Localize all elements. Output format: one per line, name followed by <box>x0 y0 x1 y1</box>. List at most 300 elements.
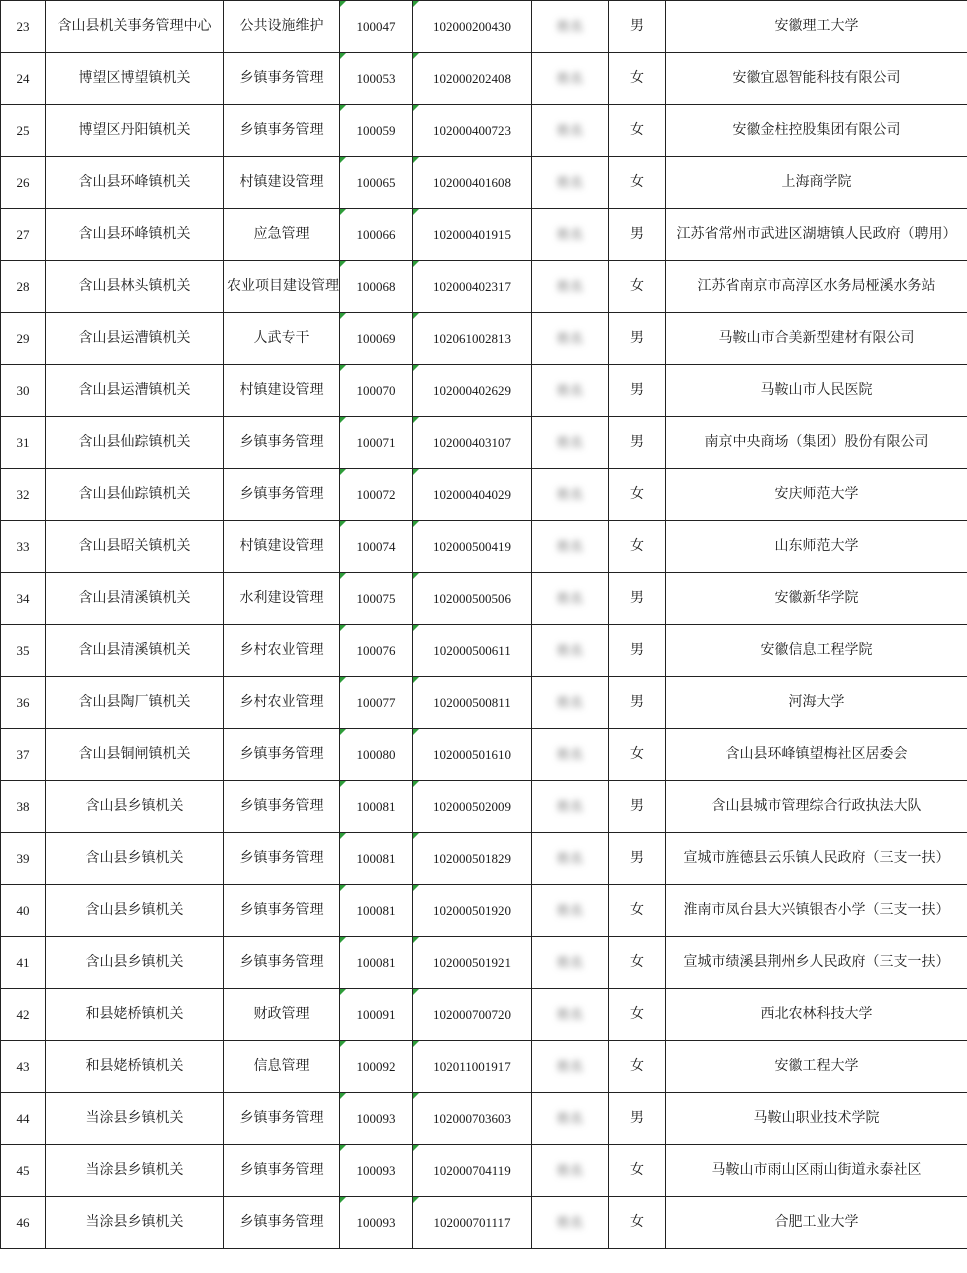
exam-ticket-number: 102000402629 <box>433 383 511 398</box>
position-code: 100071 <box>356 435 396 450</box>
candidate-name-cell <box>532 1197 609 1249</box>
gender-cell <box>609 1197 666 1249</box>
employer-unit: 含山县昭关镇机关 <box>78 538 191 554</box>
exam-ticket-number: 102000200430 <box>433 19 511 34</box>
candidate-name-cell <box>532 573 609 625</box>
row-number-cell <box>1 1 46 53</box>
position-name-cell <box>224 833 340 885</box>
position-name: 农业项目建设管理 <box>227 278 339 294</box>
gender: 女 <box>630 902 644 918</box>
current-workplace-or-school-cell <box>666 625 967 677</box>
employer-unit-cell <box>46 989 224 1041</box>
current-workplace-or-school: 安徽金柱控股集团有限公司 <box>732 122 901 138</box>
employer-unit-cell <box>46 105 224 157</box>
position-name-cell <box>224 677 340 729</box>
position-name: 村镇建设管理 <box>239 174 324 190</box>
current-workplace-or-school: 安徽宜恩智能科技有限公司 <box>732 70 901 86</box>
employer-unit: 含山县陶厂镇机关 <box>78 694 191 710</box>
position-code: 100077 <box>356 695 396 710</box>
gender: 男 <box>630 798 644 814</box>
candidate-name-cell <box>532 1041 609 1093</box>
current-workplace-or-school: 宣城市旌德县云乐镇人民政府（三支一扶） <box>683 850 950 866</box>
position-name: 乡镇事务管理 <box>239 954 324 970</box>
row-number: 34 <box>16 591 30 606</box>
position-code: 100091 <box>356 1007 396 1022</box>
employer-unit: 含山县运漕镇机关 <box>78 382 191 398</box>
candidate-name: 姓名 <box>556 1164 583 1179</box>
position-code-cell <box>340 469 413 521</box>
position-name-cell <box>224 729 340 781</box>
gender: 女 <box>630 1162 644 1178</box>
position-name-cell <box>224 105 340 157</box>
row-number-cell <box>1 937 46 989</box>
table-row <box>1 729 967 781</box>
current-workplace-or-school: 上海商学院 <box>781 174 852 190</box>
candidate-name: 姓名 <box>556 20 583 35</box>
exam-ticket-number-cell <box>413 833 532 885</box>
position-code-cell <box>340 1041 413 1093</box>
exam-ticket-number: 102000502009 <box>433 799 511 814</box>
position-code: 100074 <box>356 539 396 554</box>
current-workplace-or-school-cell <box>666 209 967 261</box>
candidate-name-cell <box>532 885 609 937</box>
position-code: 100076 <box>356 643 396 658</box>
employer-unit-cell <box>46 365 224 417</box>
current-workplace-or-school-cell <box>666 677 967 729</box>
row-number-cell <box>1 261 46 313</box>
current-workplace-or-school: 安庆师范大学 <box>774 486 859 502</box>
current-workplace-or-school-cell <box>666 105 967 157</box>
exam-ticket-number: 102000404029 <box>433 487 511 502</box>
current-workplace-or-school-cell <box>666 261 967 313</box>
row-number: 23 <box>16 19 30 34</box>
gender: 男 <box>630 226 644 242</box>
current-workplace-or-school: 宣城市绩溪县荆州乡人民政府（三支一扶） <box>683 954 950 970</box>
row-number-cell <box>1 1197 46 1249</box>
candidate-name-cell <box>532 1145 609 1197</box>
gender: 女 <box>630 954 644 970</box>
candidate-name-cell <box>532 521 609 573</box>
exam-ticket-number: 102000500811 <box>433 695 511 710</box>
exam-ticket-number: 102061002813 <box>433 331 511 346</box>
employer-unit-cell <box>46 469 224 521</box>
table-row <box>1 573 967 625</box>
gender: 男 <box>630 18 644 34</box>
employer-unit: 含山县乡镇机关 <box>85 954 184 970</box>
position-name: 乡村农业管理 <box>239 642 324 658</box>
position-name: 乡镇事务管理 <box>239 1214 324 1230</box>
position-name-cell <box>224 261 340 313</box>
employer-unit: 含山县铜闸镇机关 <box>78 746 191 762</box>
row-number: 24 <box>16 71 30 86</box>
row-number: 35 <box>16 643 30 658</box>
gender-cell <box>609 833 666 885</box>
employer-unit-cell <box>46 729 224 781</box>
table-row <box>1 989 967 1041</box>
gender-cell <box>609 781 666 833</box>
current-workplace-or-school: 含山县城市管理综合行政执法大队 <box>711 798 922 814</box>
position-name: 村镇建设管理 <box>239 382 324 398</box>
current-workplace-or-school-cell <box>666 417 967 469</box>
gender: 男 <box>630 642 644 658</box>
row-number-cell <box>1 729 46 781</box>
candidate-name: 姓名 <box>556 696 583 711</box>
candidate-name: 姓名 <box>556 436 583 451</box>
table-row <box>1 1145 967 1197</box>
position-name: 财政管理 <box>253 1006 310 1022</box>
position-code-cell <box>340 105 413 157</box>
exam-ticket-number-cell <box>413 261 532 313</box>
employer-unit-cell <box>46 261 224 313</box>
gender: 男 <box>630 694 644 710</box>
gender: 女 <box>630 538 644 554</box>
candidate-name-cell <box>532 53 609 105</box>
candidate-name-cell <box>532 625 609 677</box>
exam-ticket-number-cell <box>413 1 532 53</box>
current-workplace-or-school-cell <box>666 729 967 781</box>
position-code: 100072 <box>356 487 396 502</box>
current-workplace-or-school: 安徽新华学院 <box>774 590 859 606</box>
employer-unit: 和县姥桥镇机关 <box>85 1006 184 1022</box>
exam-ticket-number: 102000500419 <box>433 539 511 554</box>
gender: 男 <box>630 1110 644 1126</box>
table-body <box>1 1 967 1249</box>
position-name-cell <box>224 365 340 417</box>
table-row <box>1 937 967 989</box>
position-code: 100081 <box>356 799 396 814</box>
table-row <box>1 313 967 365</box>
gender: 男 <box>630 382 644 398</box>
current-workplace-or-school: 西北农林科技大学 <box>760 1006 873 1022</box>
current-workplace-or-school-cell <box>666 781 967 833</box>
position-name-cell <box>224 209 340 261</box>
employer-unit-cell <box>46 573 224 625</box>
candidate-name-cell <box>532 261 609 313</box>
exam-ticket-number: 102000704119 <box>433 1163 511 1178</box>
position-code-cell <box>340 209 413 261</box>
gender-cell <box>609 729 666 781</box>
gender: 女 <box>630 1006 644 1022</box>
position-name: 乡镇事务管理 <box>239 798 324 814</box>
exam-ticket-number: 102000700720 <box>433 1007 511 1022</box>
position-name-cell <box>224 1197 340 1249</box>
row-number: 28 <box>16 279 30 294</box>
table-row <box>1 625 967 677</box>
table-row <box>1 1093 967 1145</box>
position-code-cell <box>340 1145 413 1197</box>
row-number-cell <box>1 209 46 261</box>
position-code: 100065 <box>356 175 396 190</box>
row-number: 43 <box>16 1059 30 1074</box>
row-number-cell <box>1 989 46 1041</box>
exam-ticket-number-cell <box>413 53 532 105</box>
employer-unit-cell <box>46 1041 224 1093</box>
current-workplace-or-school-cell <box>666 1093 967 1145</box>
exam-ticket-number: 102000402317 <box>433 279 511 294</box>
exam-ticket-number-cell <box>413 105 532 157</box>
position-name-cell <box>224 417 340 469</box>
employer-unit: 含山县清溪镇机关 <box>78 590 191 606</box>
gender-cell <box>609 261 666 313</box>
current-workplace-or-school: 南京中央商场（集团）股份有限公司 <box>704 434 929 450</box>
row-number-cell <box>1 833 46 885</box>
position-name: 信息管理 <box>253 1058 310 1074</box>
employer-unit: 含山县机关事务管理中心 <box>57 18 212 34</box>
position-name-cell <box>224 1093 340 1145</box>
current-workplace-or-school-cell <box>666 833 967 885</box>
position-code-cell <box>340 729 413 781</box>
exam-ticket-number-cell <box>413 1145 532 1197</box>
row-number: 44 <box>16 1111 30 1126</box>
gender: 女 <box>630 746 644 762</box>
current-workplace-or-school: 含山县环峰镇望梅社区居委会 <box>725 746 908 762</box>
position-name-cell <box>224 1 340 53</box>
exam-ticket-number: 102000500506 <box>433 591 511 606</box>
row-number: 42 <box>16 1007 30 1022</box>
candidate-name: 姓名 <box>556 748 583 763</box>
employer-unit: 含山县林头镇机关 <box>78 278 191 294</box>
candidate-name-cell <box>532 157 609 209</box>
employer-unit: 含山县仙踪镇机关 <box>78 486 191 502</box>
candidate-name-cell <box>532 105 609 157</box>
exam-ticket-number: 102000703603 <box>433 1111 511 1126</box>
gender-cell <box>609 677 666 729</box>
current-workplace-or-school-cell <box>666 885 967 937</box>
employer-unit-cell <box>46 781 224 833</box>
gender-cell <box>609 157 666 209</box>
gender: 男 <box>630 850 644 866</box>
candidate-name: 姓名 <box>556 644 583 659</box>
position-code: 100080 <box>356 747 396 762</box>
position-name-cell <box>224 1145 340 1197</box>
position-code-cell <box>340 157 413 209</box>
current-workplace-or-school-cell <box>666 937 967 989</box>
position-name-cell <box>224 781 340 833</box>
row-number: 37 <box>16 747 30 762</box>
row-number-cell <box>1 885 46 937</box>
employer-unit: 含山县清溪镇机关 <box>78 642 191 658</box>
employer-unit: 含山县环峰镇机关 <box>78 226 191 242</box>
row-number-cell <box>1 625 46 677</box>
row-number-cell <box>1 1145 46 1197</box>
exam-ticket-number: 102000501610 <box>433 747 511 762</box>
candidate-name-cell <box>532 365 609 417</box>
gender-cell <box>609 313 666 365</box>
position-code-cell <box>340 989 413 1041</box>
current-workplace-or-school-cell <box>666 157 967 209</box>
employer-unit: 含山县乡镇机关 <box>85 902 184 918</box>
exam-ticket-number-cell <box>413 1197 532 1249</box>
table-row <box>1 1197 967 1249</box>
position-name: 乡镇事务管理 <box>239 434 324 450</box>
table-row <box>1 833 967 885</box>
candidate-name-cell <box>532 1 609 53</box>
employer-unit-cell <box>46 1093 224 1145</box>
exam-ticket-number-cell <box>413 1041 532 1093</box>
gender-cell <box>609 209 666 261</box>
candidate-name-cell <box>532 1093 609 1145</box>
employer-unit-cell <box>46 313 224 365</box>
row-number: 25 <box>16 123 30 138</box>
current-workplace-or-school: 安徽信息工程学院 <box>760 642 873 658</box>
exam-ticket-number: 102000500611 <box>433 643 511 658</box>
employer-unit: 含山县环峰镇机关 <box>78 174 191 190</box>
exam-ticket-number: 102000401608 <box>433 175 511 190</box>
gender-cell <box>609 989 666 1041</box>
position-code-cell <box>340 781 413 833</box>
position-code: 100068 <box>356 279 396 294</box>
employer-unit: 当涂县乡镇机关 <box>85 1162 184 1178</box>
exam-ticket-number-cell <box>413 313 532 365</box>
exam-ticket-number-cell <box>413 677 532 729</box>
row-number-cell <box>1 781 46 833</box>
row-number: 32 <box>16 487 30 502</box>
table-row <box>1 157 967 209</box>
row-number-cell <box>1 521 46 573</box>
position-name-cell <box>224 937 340 989</box>
candidate-name-cell <box>532 989 609 1041</box>
employer-unit: 含山县乡镇机关 <box>85 850 184 866</box>
row-number: 41 <box>16 955 30 970</box>
employer-unit-cell <box>46 625 224 677</box>
gender: 女 <box>630 122 644 138</box>
current-workplace-or-school-cell <box>666 1197 967 1249</box>
row-number: 36 <box>16 695 30 710</box>
candidate-name-cell <box>532 781 609 833</box>
employer-unit-cell <box>46 1145 224 1197</box>
exam-ticket-number: 102000501921 <box>433 955 511 970</box>
gender-cell <box>609 417 666 469</box>
row-number-cell <box>1 157 46 209</box>
current-workplace-or-school-cell <box>666 1 967 53</box>
position-code: 100081 <box>356 851 396 866</box>
table-row <box>1 521 967 573</box>
candidate-name: 姓名 <box>556 540 583 555</box>
position-code-cell <box>340 53 413 105</box>
row-number: 38 <box>16 799 30 814</box>
candidate-name: 姓名 <box>556 176 583 191</box>
employer-unit-cell <box>46 521 224 573</box>
position-code-cell <box>340 365 413 417</box>
row-number-cell <box>1 1041 46 1093</box>
candidate-name: 姓名 <box>556 800 583 815</box>
exam-ticket-number-cell <box>413 729 532 781</box>
position-name: 乡村农业管理 <box>239 694 324 710</box>
table-row <box>1 53 967 105</box>
candidate-name: 姓名 <box>556 592 583 607</box>
exam-ticket-number-cell <box>413 573 532 625</box>
position-name: 公共设施维护 <box>239 18 324 34</box>
current-workplace-or-school-cell <box>666 53 967 105</box>
current-workplace-or-school-cell <box>666 313 967 365</box>
position-name-cell <box>224 157 340 209</box>
position-name-cell <box>224 1041 340 1093</box>
gender: 男 <box>630 434 644 450</box>
employer-unit-cell <box>46 1 224 53</box>
exam-ticket-number-cell <box>413 417 532 469</box>
employer-unit: 博望区博望镇机关 <box>78 70 191 86</box>
table-row <box>1 1 967 53</box>
row-number: 33 <box>16 539 30 554</box>
candidate-name: 姓名 <box>556 1008 583 1023</box>
employer-unit: 和县姥桥镇机关 <box>85 1058 184 1074</box>
position-name-cell <box>224 885 340 937</box>
position-name: 乡镇事务管理 <box>239 746 324 762</box>
position-code-cell <box>340 937 413 989</box>
current-workplace-or-school: 安徽工程大学 <box>774 1058 859 1074</box>
exam-ticket-number: 102000403107 <box>433 435 511 450</box>
gender-cell <box>609 625 666 677</box>
current-workplace-or-school: 江苏省常州市武进区湖塘镇人民政府（聘用） <box>676 226 957 242</box>
row-number-cell <box>1 53 46 105</box>
row-number: 31 <box>16 435 30 450</box>
exam-ticket-number-cell <box>413 521 532 573</box>
exam-ticket-number-cell <box>413 469 532 521</box>
employer-unit: 博望区丹阳镇机关 <box>78 122 191 138</box>
position-name: 乡镇事务管理 <box>239 122 324 138</box>
table-row <box>1 677 967 729</box>
exam-ticket-number-cell <box>413 365 532 417</box>
gender-cell <box>609 521 666 573</box>
employer-unit-cell <box>46 885 224 937</box>
gender-cell <box>609 105 666 157</box>
current-workplace-or-school-cell <box>666 365 967 417</box>
row-number-cell <box>1 105 46 157</box>
row-number: 46 <box>16 1215 30 1230</box>
gender-cell <box>609 365 666 417</box>
gender-cell <box>609 1041 666 1093</box>
exam-ticket-number: 102000400723 <box>433 123 511 138</box>
employer-unit-cell <box>46 209 224 261</box>
position-code-cell <box>340 1 413 53</box>
exam-ticket-number-cell <box>413 157 532 209</box>
position-name: 乡镇事务管理 <box>239 70 324 86</box>
employer-unit-cell <box>46 417 224 469</box>
current-workplace-or-school: 马鞍山职业技术学院 <box>753 1110 880 1126</box>
exam-ticket-number-cell <box>413 989 532 1041</box>
candidate-name-cell <box>532 937 609 989</box>
table-row <box>1 885 967 937</box>
current-workplace-or-school-cell <box>666 989 967 1041</box>
exam-ticket-number-cell <box>413 209 532 261</box>
position-code: 100053 <box>356 71 396 86</box>
position-name: 人武专干 <box>253 330 310 346</box>
position-code: 100093 <box>356 1111 396 1126</box>
position-code: 100059 <box>356 123 396 138</box>
employer-unit-cell <box>46 677 224 729</box>
position-name: 水利建设管理 <box>239 590 324 606</box>
current-workplace-or-school: 河海大学 <box>788 694 845 710</box>
position-name: 乡镇事务管理 <box>239 902 324 918</box>
gender-cell <box>609 885 666 937</box>
exam-ticket-number: 102000701117 <box>433 1215 511 1230</box>
row-number-cell <box>1 573 46 625</box>
position-code-cell <box>340 417 413 469</box>
exam-ticket-number-cell <box>413 625 532 677</box>
position-code: 100081 <box>356 903 396 918</box>
position-code: 100093 <box>356 1163 396 1178</box>
candidate-name: 姓名 <box>556 1112 583 1127</box>
current-workplace-or-school-cell <box>666 469 967 521</box>
employer-unit: 含山县乡镇机关 <box>85 798 184 814</box>
current-workplace-or-school-cell <box>666 1145 967 1197</box>
position-name-cell <box>224 989 340 1041</box>
position-code-cell <box>340 521 413 573</box>
table-row <box>1 417 967 469</box>
candidate-name-cell <box>532 417 609 469</box>
candidate-name-cell <box>532 677 609 729</box>
employer-unit-cell <box>46 157 224 209</box>
